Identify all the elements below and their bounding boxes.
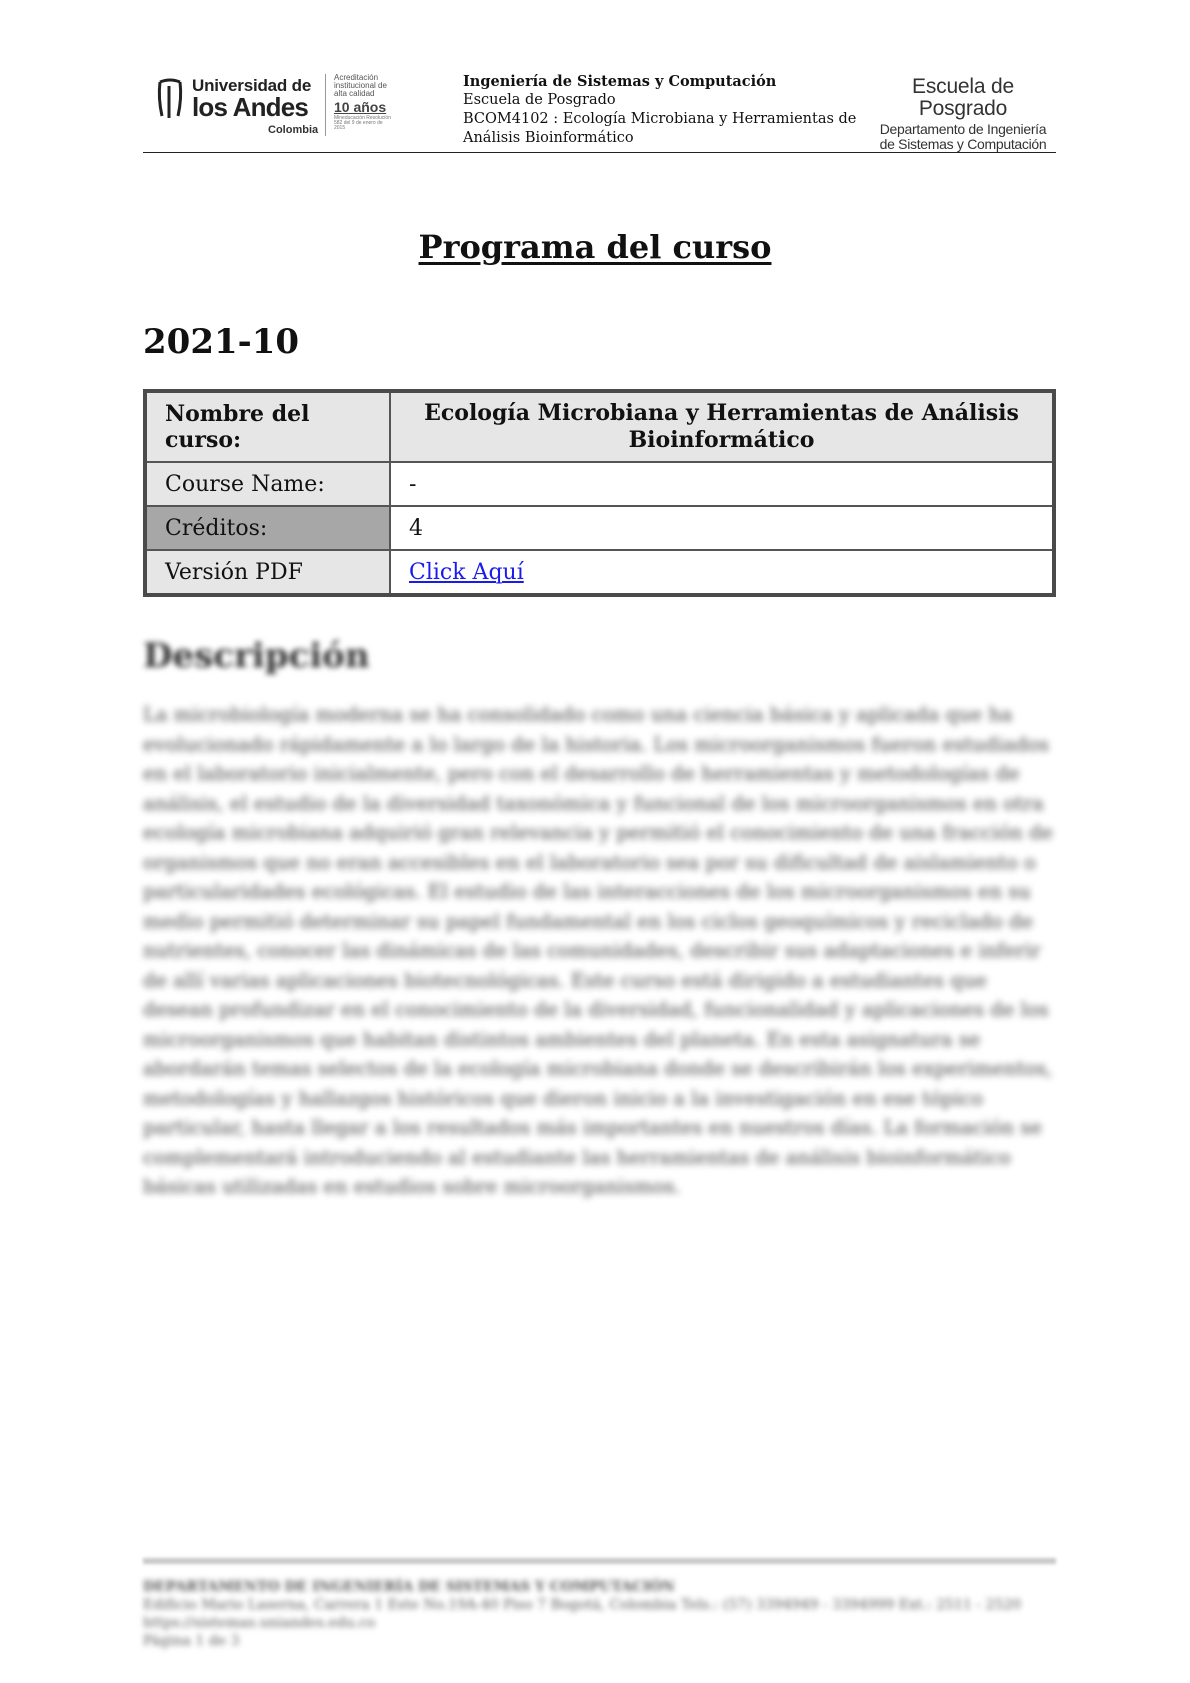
page-footer xyxy=(143,1578,1056,1650)
credits-label: Créditos: xyxy=(145,506,390,550)
table-row-course-name xyxy=(145,391,1054,462)
accreditation-text: Acreditación institucional de alta calidad xyxy=(334,73,387,98)
accreditation-badge xyxy=(334,74,394,131)
pdf-version-cell xyxy=(390,550,1054,595)
course-name-label: Nombre del curso: xyxy=(145,391,390,462)
table-row-credits xyxy=(145,506,1054,550)
footer-website: https://sistemas.uniandes.edu.co xyxy=(143,1615,376,1631)
credits-value: 4 xyxy=(390,506,1054,550)
posgrado-logo-line1: Escuela de Posgrado xyxy=(912,75,1014,121)
university-country: Colombia xyxy=(268,124,319,136)
course-info-table xyxy=(143,389,1056,597)
description-body: La microbiología moderna se ha consolidado como una ciencia básica y aplicada que ha evolucionado rápidamente a lo largo de la historia. Los microorganismos fueron estudiados en el laboratorio inicialmente, pero con el desarrollo de herramientas y metodologías de análisis, el estudio de la diversidad taxonómica y funcional de los microorganismos en otra ecología microbiana adquirió gran relevancia y permitió el conocimiento de una fracción de organismos que no eran accesibles en el laboratorio sea por su dificultad de aislamiento o particularidades ecológicas. El estudio de las interacciones de los microorganismos en su medio permitió determinar su papel fundamental en los ciclos geoquímicos y reciclado de nutrientes, conocer las dinámicas de las comunidades, describir sus adaptaciones e inferir de allí varias aplicaciones biotecnológicas. Este curso está dirigido a estudiantes que desean profundizar en el conocimiento de la diversidad, funcionalidad y aplicaciones de los microorganismos que habitan distintos ambientes del planeta. En esta asignatura se abordarán temas selectos de la ecología microbiana donde se describirán los experimentos, metodologías y hallazgos históricos que dieron inicio a la investigación en ese tópico particular, hasta llegar a los resultados más importantes en nuestros días. La formación se complementará introduciendo al estudiante las herramientas de análisis bioinformático básicas utilizadas en estudios sobre microorganismos. xyxy=(143,703,1053,1198)
pdf-download-link[interactable]: Click Aquí xyxy=(409,559,524,585)
header-course-code-line1: BCOM4102 : Ecología Microbiana y Herramientas de xyxy=(463,111,857,127)
footer-divider xyxy=(143,1558,1056,1564)
footer-department: DEPARTAMENTO DE INGENIERÍA DE SISTEMAS Y COMPUTACIÓN xyxy=(143,1579,675,1595)
university-name-line2: los Andes xyxy=(192,92,309,122)
logo-divider xyxy=(325,74,326,136)
accreditation-resolution: Mineducación Resolución 582 del 9 de enero de 2015 xyxy=(334,115,391,131)
table-row-english-name xyxy=(145,462,1054,506)
header-department: Ingeniería de Sistemas y Computación xyxy=(463,73,777,90)
description-heading: Descripción xyxy=(143,636,370,676)
footer-address: Edificio Mario Laserna, Carrera 1 Este No.19A-40 Piso 7 Bogotá, Colombia Tels.: (57) 3394949 - 3394999 Ext.: 2511 - 2520 xyxy=(143,1597,1022,1613)
header-course-code-line2: Análisis Bioinformático xyxy=(463,130,634,146)
posgrado-logo-line2: Departamento de Ingeniería xyxy=(879,121,1047,138)
page-title: Programa del curso xyxy=(418,228,772,266)
posgrado-logo-line3: de Sistemas y Computación xyxy=(879,135,1047,152)
academic-period: 2021-10 xyxy=(143,322,300,362)
table-row-pdf xyxy=(145,550,1054,595)
pdf-version-label: Versión PDF xyxy=(145,550,390,595)
escuela-posgrado-logo xyxy=(868,76,1058,151)
header-school: Escuela de Posgrado xyxy=(463,92,616,108)
course-name-value: Ecología Microbiana y Herramientas de Análisis Bioinformático xyxy=(390,391,1054,462)
footer-page-number: Página 1 de 3 xyxy=(143,1633,240,1649)
header-course-info xyxy=(463,72,858,148)
university-name-line1: Universidad de xyxy=(192,76,312,95)
english-name-value: - xyxy=(390,462,1054,506)
uniandes-logo xyxy=(156,72,396,134)
page-header xyxy=(143,62,1056,153)
accreditation-years: 10 años xyxy=(334,99,387,115)
uniandes-emblem-icon xyxy=(156,76,184,120)
english-name-label: Course Name: xyxy=(145,462,390,506)
